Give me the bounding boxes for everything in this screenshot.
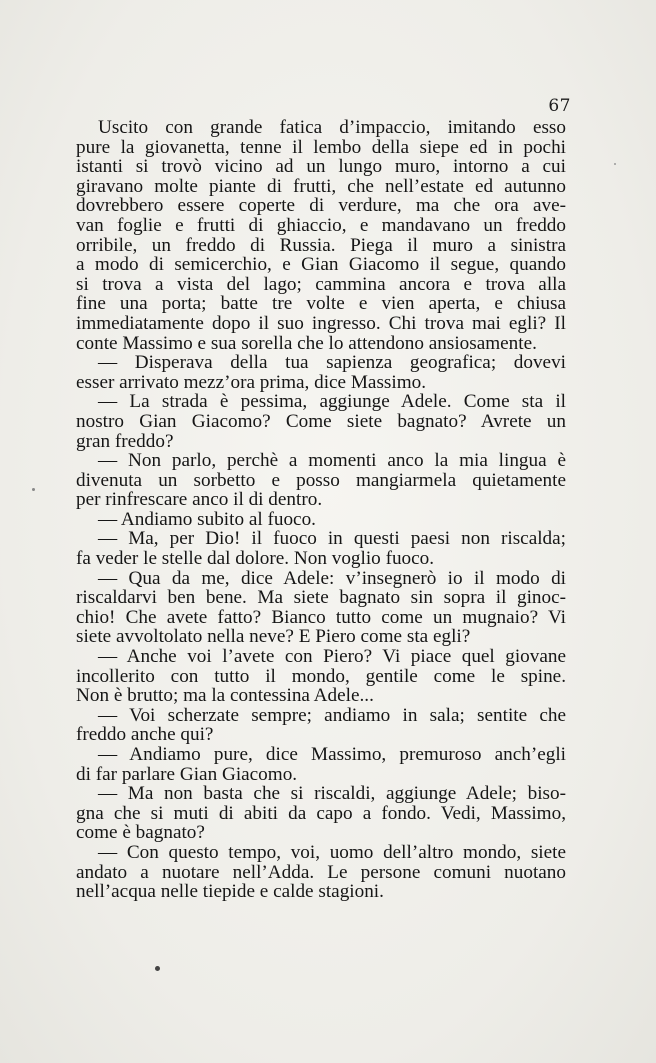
text-line: a modo di semicerchio, e Gian Giacomo il segue, quando: [76, 254, 566, 276]
text-line: — Ma non basta che si riscaldi, aggiunge Adele; biso-: [98, 783, 566, 805]
text-line: fa veder le stelle dal dolore. Non voglio fuoco.: [76, 548, 435, 570]
page-number: 67: [548, 96, 571, 116]
text-line: — Con questo tempo, voi, uomo dell’altro mondo, siete: [98, 841, 566, 863]
paper-speck: [32, 488, 35, 491]
text-line: van foglie e frutti di ghiaccio, e mandavano un freddo: [76, 214, 566, 236]
paper-speck: [155, 966, 160, 971]
text-line: freddo anche qui?: [76, 724, 214, 746]
text-line: — Andiamo subito al fuoco.: [98, 508, 316, 530]
text-line: esser arrivato mezz’ora prima, dice Massimo.: [76, 371, 427, 393]
text-line: gran freddo?: [76, 430, 174, 452]
text-line: come è bagnato?: [76, 822, 205, 844]
text-line: — Qua da me, dice Adele: v’insegnerò io il modo di: [98, 567, 566, 589]
paper-speck: [614, 163, 616, 165]
text-line: conte Massimo e sua sorella che lo attendono ansiosamente.: [76, 332, 537, 354]
text-line: istanti si trovò vicino ad un lungo muro, intorno a cui: [76, 156, 566, 178]
text-line: — Voi scherzate sempre; andiamo in sala; sentite che: [98, 704, 566, 726]
body-text: [76, 118, 566, 902]
text-line: per rinfrescare anco il di dentro.: [76, 489, 323, 511]
text-line: gna che si muti di abiti da capo a fondo. Vedi, Massimo,: [76, 802, 566, 824]
text-line: — Non parlo, perchè a momenti anco la mia lingua è: [98, 450, 566, 472]
text-line: nell’acqua nelle tiepide e calde stagioni.: [76, 881, 384, 903]
text-line: Uscito con grande fatica d’impaccio, imitando esso: [98, 117, 566, 138]
text-line: — Ma, per Dio! il fuoco in questi paesi non riscalda;: [98, 528, 566, 550]
text-line: di far parlare Gian Giacomo.: [76, 763, 298, 785]
text-line: orribile, un freddo di Russia. Piega il muro a sinistra: [76, 234, 566, 256]
text-line: si trova a vista del lago; cammina ancora e trova alla: [76, 273, 566, 295]
text-line: dovrebbero essere coperte di verdure, ma che ora ave-: [76, 195, 566, 217]
text-line: fine una porta; batte tre volte e vien aperta, e chiusa: [76, 293, 566, 315]
text-line: — Disperava della tua sapienza geografica; dovevi: [98, 352, 566, 374]
text-line: Non è brutto; ma la contessina Adele...: [76, 685, 374, 707]
text-line: — Andiamo pure, dice Massimo, premuroso anch’egli: [98, 744, 566, 765]
text-line: nostro Gian Giacomo? Come siete bagnato? Avrete un: [76, 410, 566, 432]
text-line: — Anche voi l’avete con Piero? Vi piace quel giovane: [98, 646, 566, 668]
text-line: giravano molte piante di frutti, che nell’estate ed autunno: [76, 175, 566, 197]
text-line: chio! Che avete fatto? Bianco tutto come un mugnaio? Vi: [76, 606, 566, 628]
text-line: siete avvoltolato nella neve? E Piero come sta egli?: [76, 626, 471, 648]
text-line: immediatamente dopo il suo ingresso. Chi trova mai egli? Il: [76, 312, 566, 334]
text-line: riscaldarvi ben bene. Ma siete bagnato sin sopra il ginoc-: [76, 587, 566, 609]
text-line: incollerito con tutto il mondo, gentile come le spine.: [76, 665, 566, 687]
text-line: divenuta un sorbetto e posso mangiarmela quietamente: [76, 469, 566, 491]
text-line: pure la giovanetta, tenne il lembo della siepe ed in pochi: [76, 136, 566, 158]
text-line: andato a nuotare nell’Adda. Le persone comuni nuotano: [76, 861, 566, 883]
text-line: — La strada è pessima, aggiunge Adele. Come sta il: [98, 391, 566, 413]
